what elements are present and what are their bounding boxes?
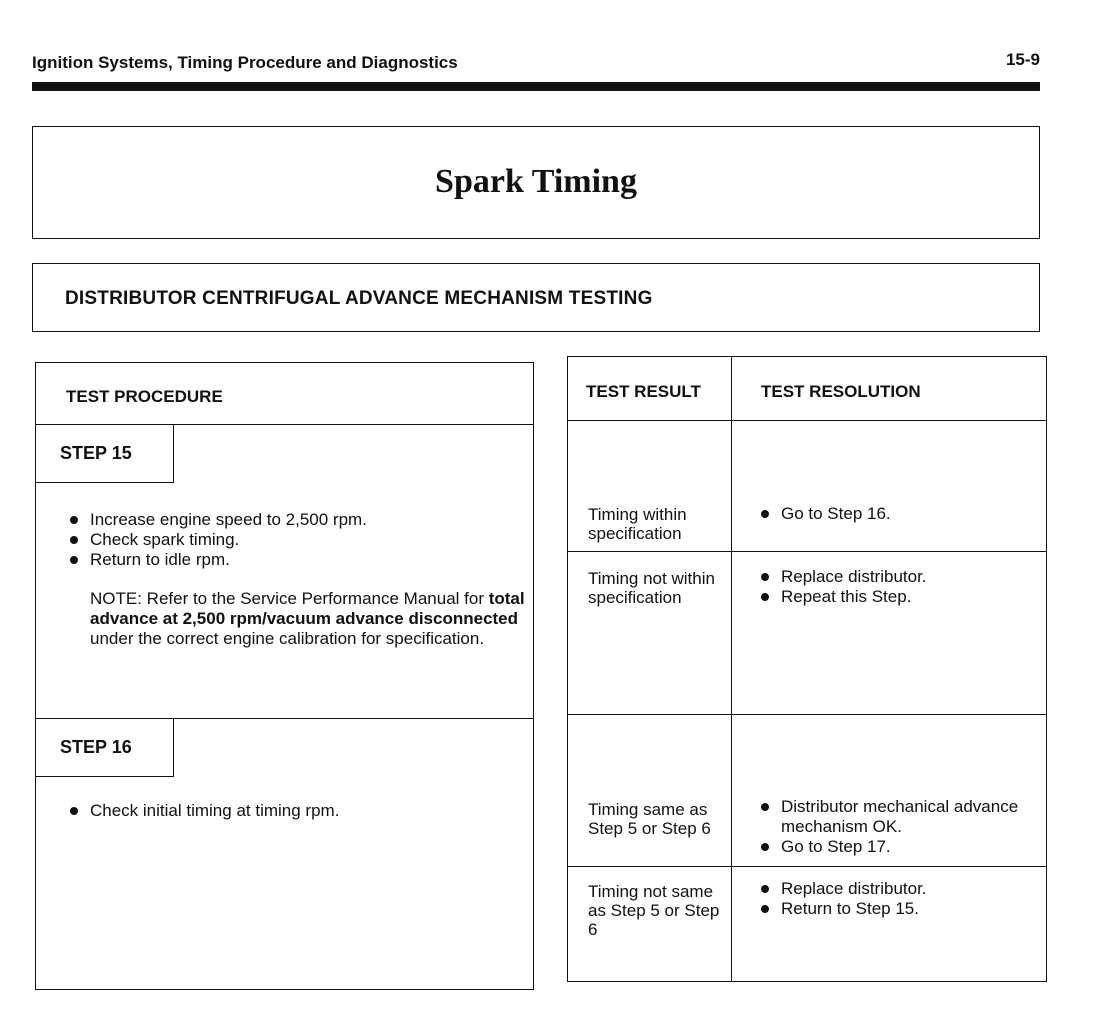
list-item: Go to Step 16.: [757, 504, 1037, 524]
step-15-tab: [36, 425, 174, 483]
step-15-note: [90, 589, 530, 649]
list-item: Go to Step 17.: [757, 837, 1037, 857]
resolution-cell: [757, 567, 1037, 607]
result-cell: Timing within specification: [588, 505, 687, 543]
list-item: Return to idle rpm.: [66, 550, 506, 570]
list-item: Distributor mechanical advance mechanism OK.: [757, 797, 1037, 837]
step-15-label: STEP 15: [60, 443, 132, 463]
result-cell: Timing not within specification: [588, 569, 715, 607]
result-cell: Timing same as Step 5 or Step 6: [588, 800, 711, 838]
running-header-title: Ignition Systems, Timing Procedure and Diagnostics: [32, 53, 458, 72]
step-16-label: STEP 16: [60, 737, 132, 757]
row-divider: [568, 866, 1046, 867]
step-16-tab: [36, 719, 174, 777]
title-box: [32, 126, 1040, 239]
resolution-cell: [757, 797, 1037, 857]
list-item: Check spark timing.: [66, 530, 506, 550]
resolution-cell: [757, 504, 1037, 524]
list-item: Return to Step 15.: [757, 899, 1037, 919]
step-15-bullets: [66, 510, 506, 570]
section-box: [32, 263, 1040, 332]
section-title: DISTRIBUTOR CENTRIFUGAL ADVANCE MECHANISM TESTING: [65, 288, 653, 309]
row-divider: [568, 551, 1046, 552]
results-header-divider: [568, 420, 1046, 421]
test-resolution-header: TEST RESOLUTION: [761, 382, 921, 401]
step-divider: [568, 714, 1046, 715]
note-emphasis: total advance at 2,500 rpm/vacuum advance disconnected: [90, 589, 525, 628]
page-title: Spark Timing: [435, 163, 637, 200]
step-16-bullets: [66, 801, 506, 821]
result-cell: Timing not same as Step 5 or Step 6: [588, 882, 720, 939]
resolution-cell: [757, 879, 1037, 919]
test-result-header: TEST RESULT: [586, 382, 701, 401]
list-item: Replace distributor.: [757, 879, 1037, 899]
list-item: Repeat this Step.: [757, 587, 1037, 607]
column-divider: [731, 357, 732, 981]
list-item: Replace distributor.: [757, 567, 1037, 587]
procedure-table: [35, 362, 534, 990]
note-text: NOTE: Refer to the Service Performance Manual for: [90, 589, 489, 608]
page-number: 15-9: [1005, 50, 1040, 69]
list-item: Increase engine speed to 2,500 rpm.: [66, 510, 506, 530]
note-text-end: under the correct engine calibration for specification.: [90, 629, 485, 648]
list-item: Check initial timing at timing rpm.: [66, 801, 506, 821]
header-rule: [32, 82, 1040, 91]
results-table: [567, 356, 1047, 982]
procedure-header: TEST PROCEDURE: [66, 387, 223, 406]
